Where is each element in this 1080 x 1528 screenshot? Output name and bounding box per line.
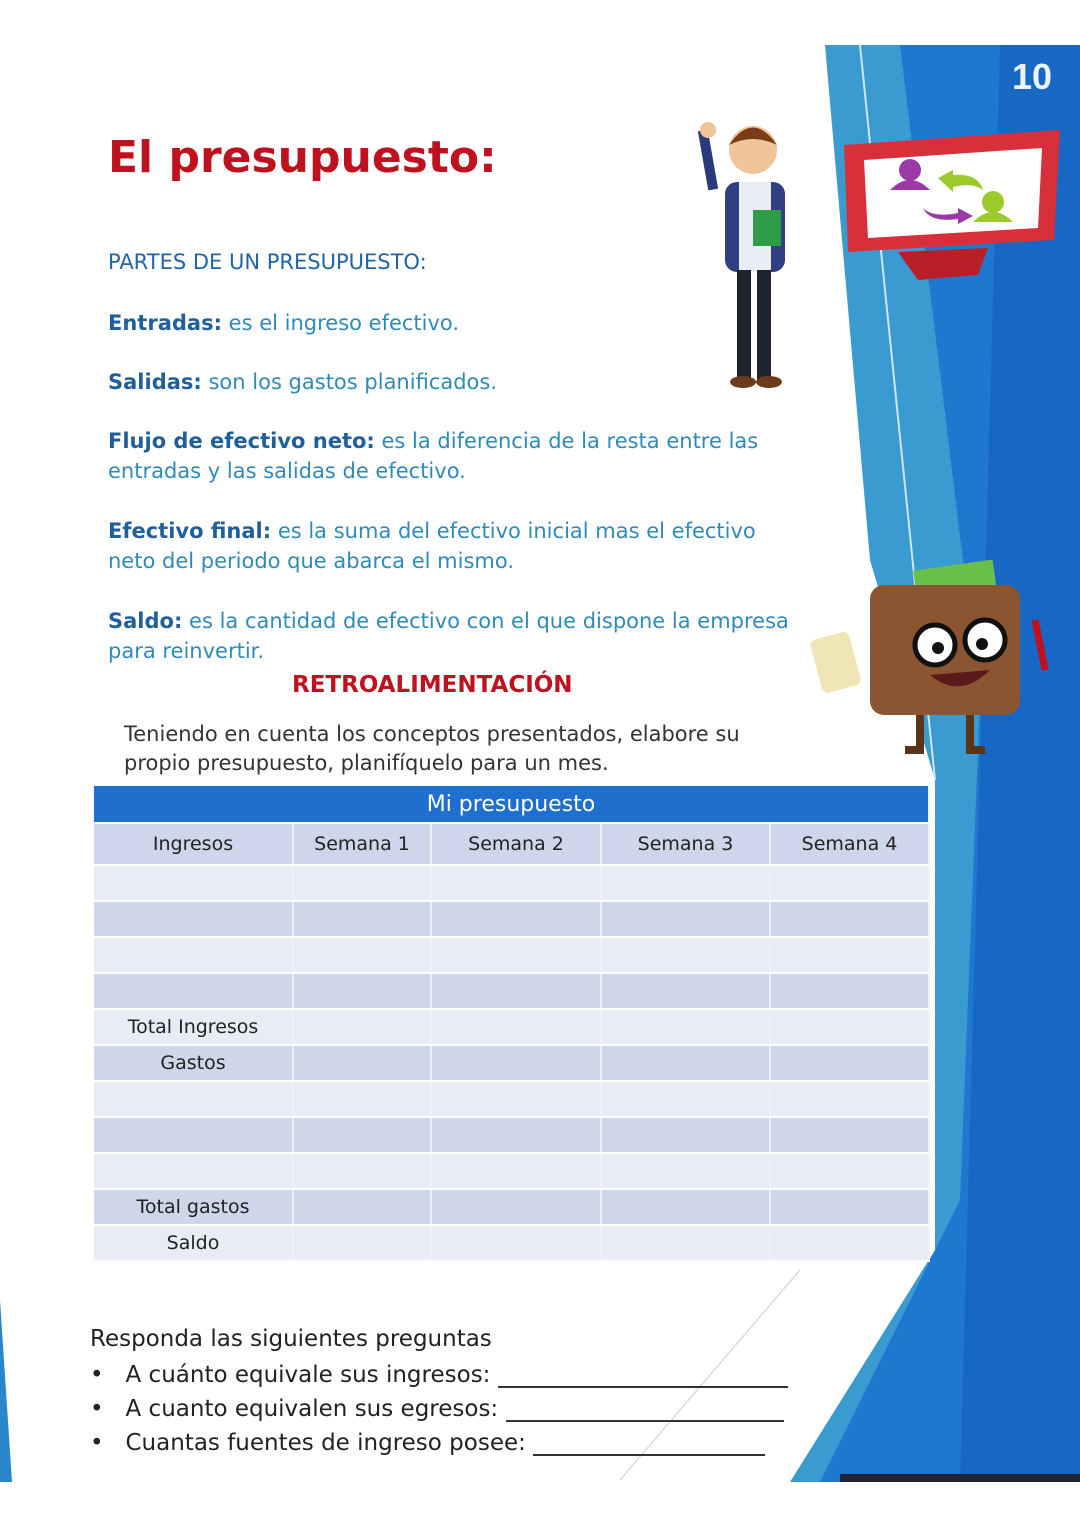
- budget-cell[interactable]: [431, 1225, 601, 1261]
- budget-cell[interactable]: [601, 1045, 770, 1081]
- questions-heading: Responda las siguientes preguntas: [90, 1326, 492, 1352]
- question-1: • A cuánto equivale sus ingresos:: [90, 1362, 830, 1388]
- budget-cell[interactable]: [770, 1189, 929, 1225]
- budget-cell[interactable]: [431, 1009, 601, 1045]
- budget-cell[interactable]: [431, 937, 601, 973]
- question-3: • Cuantas fuentes de ingreso posee:: [90, 1430, 830, 1456]
- budget-cell[interactable]: [293, 1189, 431, 1225]
- table-row: [94, 1081, 929, 1117]
- budget-cell[interactable]: [770, 1009, 929, 1045]
- header-semana-4: Semana 4: [770, 823, 929, 865]
- header-semana-3: Semana 3: [601, 823, 770, 865]
- row-label: Total gastos: [94, 1189, 293, 1225]
- budget-cell[interactable]: [601, 1009, 770, 1045]
- instructions: Teniendo en cuenta los conceptos presentados, elabore su propio presupuesto, planifíquelo para un mes.: [124, 722, 740, 775]
- budget-cell[interactable]: [770, 1081, 929, 1117]
- budget-cell[interactable]: [770, 973, 929, 1009]
- table-row: [94, 1117, 929, 1153]
- budget-cell[interactable]: [601, 1189, 770, 1225]
- answer-field-2[interactable]: [506, 1398, 784, 1422]
- budget-cell[interactable]: [770, 1045, 929, 1081]
- definition-flujo: Flujo de efectivo neto: es la diferencia de la resta entre las entradas y las salidas de efectivo.: [108, 429, 759, 483]
- definition-entradas: Entradas: es el ingreso efectivo.: [108, 311, 460, 335]
- budget-table: [94, 786, 930, 1262]
- header-semana-1: Semana 1: [293, 823, 431, 865]
- budget-cell[interactable]: [770, 865, 929, 901]
- budget-cell[interactable]: [770, 1117, 929, 1153]
- budget-cell[interactable]: [601, 901, 770, 937]
- budget-cell[interactable]: [770, 937, 929, 973]
- table-row: [94, 1225, 929, 1261]
- budget-cell[interactable]: [431, 973, 601, 1009]
- budget-cell[interactable]: [293, 901, 431, 937]
- page-title: El presupuesto:: [108, 132, 497, 183]
- student-illustration: [695, 110, 805, 395]
- definition-efectivo-final: Efectivo final: es la suma del efectivo inicial mas el efectivo neto del periodo que abarca el mismo.: [108, 519, 756, 573]
- retro-heading: RETROALIMENTACIÓN: [292, 672, 573, 698]
- row-label: [94, 1117, 293, 1153]
- budget-cell[interactable]: [601, 1081, 770, 1117]
- budget-cell[interactable]: [601, 937, 770, 973]
- budget-cell[interactable]: [293, 1081, 431, 1117]
- table-row: [94, 973, 929, 1009]
- row-label: [94, 1153, 293, 1189]
- row-label: [94, 973, 293, 1009]
- answer-field-1[interactable]: [498, 1364, 788, 1388]
- answer-field-3[interactable]: [533, 1432, 765, 1456]
- row-label: [94, 901, 293, 937]
- budget-cell[interactable]: [431, 901, 601, 937]
- row-label: [94, 937, 293, 973]
- question-2: • A cuanto equivalen sus egresos:: [90, 1396, 830, 1422]
- budget-cell[interactable]: [601, 865, 770, 901]
- budget-cell[interactable]: [293, 973, 431, 1009]
- row-label: Gastos: [94, 1045, 293, 1081]
- table-row: [94, 937, 929, 973]
- row-label: [94, 1081, 293, 1117]
- budget-cell[interactable]: [431, 1045, 601, 1081]
- definition-salidas: Salidas: son los gastos planificados.: [108, 370, 498, 394]
- budget-cell[interactable]: [601, 1153, 770, 1189]
- budget-cell[interactable]: [770, 1225, 929, 1261]
- budget-cell[interactable]: [293, 1009, 431, 1045]
- row-label: [94, 865, 293, 901]
- budget-cell[interactable]: [293, 1045, 431, 1081]
- section-subtitle: PARTES DE UN PRESUPUESTO:: [108, 250, 427, 274]
- budget-cell[interactable]: [770, 901, 929, 937]
- table-row: [94, 1045, 929, 1081]
- row-label: Total Ingresos: [94, 1009, 293, 1045]
- page-number: 10: [1011, 56, 1052, 97]
- budget-cell[interactable]: [293, 1225, 431, 1261]
- budget-cell[interactable]: [293, 1117, 431, 1153]
- budget-cell[interactable]: [431, 1117, 601, 1153]
- table-row: [94, 1189, 929, 1225]
- budget-cell[interactable]: [431, 1081, 601, 1117]
- row-label: Saldo: [94, 1225, 293, 1261]
- budget-cell[interactable]: [770, 1153, 929, 1189]
- budget-cell[interactable]: [431, 1189, 601, 1225]
- budget-cell[interactable]: [293, 937, 431, 973]
- definition-saldo: Saldo: es la cantidad de efectivo con el que dispone la empresa para reinvertir.: [108, 609, 789, 663]
- wallet-mascot-illustration: [810, 560, 1060, 770]
- header-semana-2: Semana 2: [431, 823, 601, 865]
- table-caption: Mi presupuesto: [94, 786, 929, 823]
- table-row: [94, 1009, 929, 1045]
- header-ingresos: Ingresos: [94, 823, 293, 865]
- exchange-people-icon: [838, 110, 1068, 290]
- table-row: [94, 1153, 929, 1189]
- budget-cell[interactable]: [431, 865, 601, 901]
- table-row: [94, 865, 929, 901]
- budget-cell[interactable]: [601, 1117, 770, 1153]
- budget-cell[interactable]: [293, 1153, 431, 1189]
- budget-cell[interactable]: [431, 1153, 601, 1189]
- budget-cell[interactable]: [601, 973, 770, 1009]
- table-row: [94, 901, 929, 937]
- budget-cell[interactable]: [293, 865, 431, 901]
- budget-cell[interactable]: [601, 1225, 770, 1261]
